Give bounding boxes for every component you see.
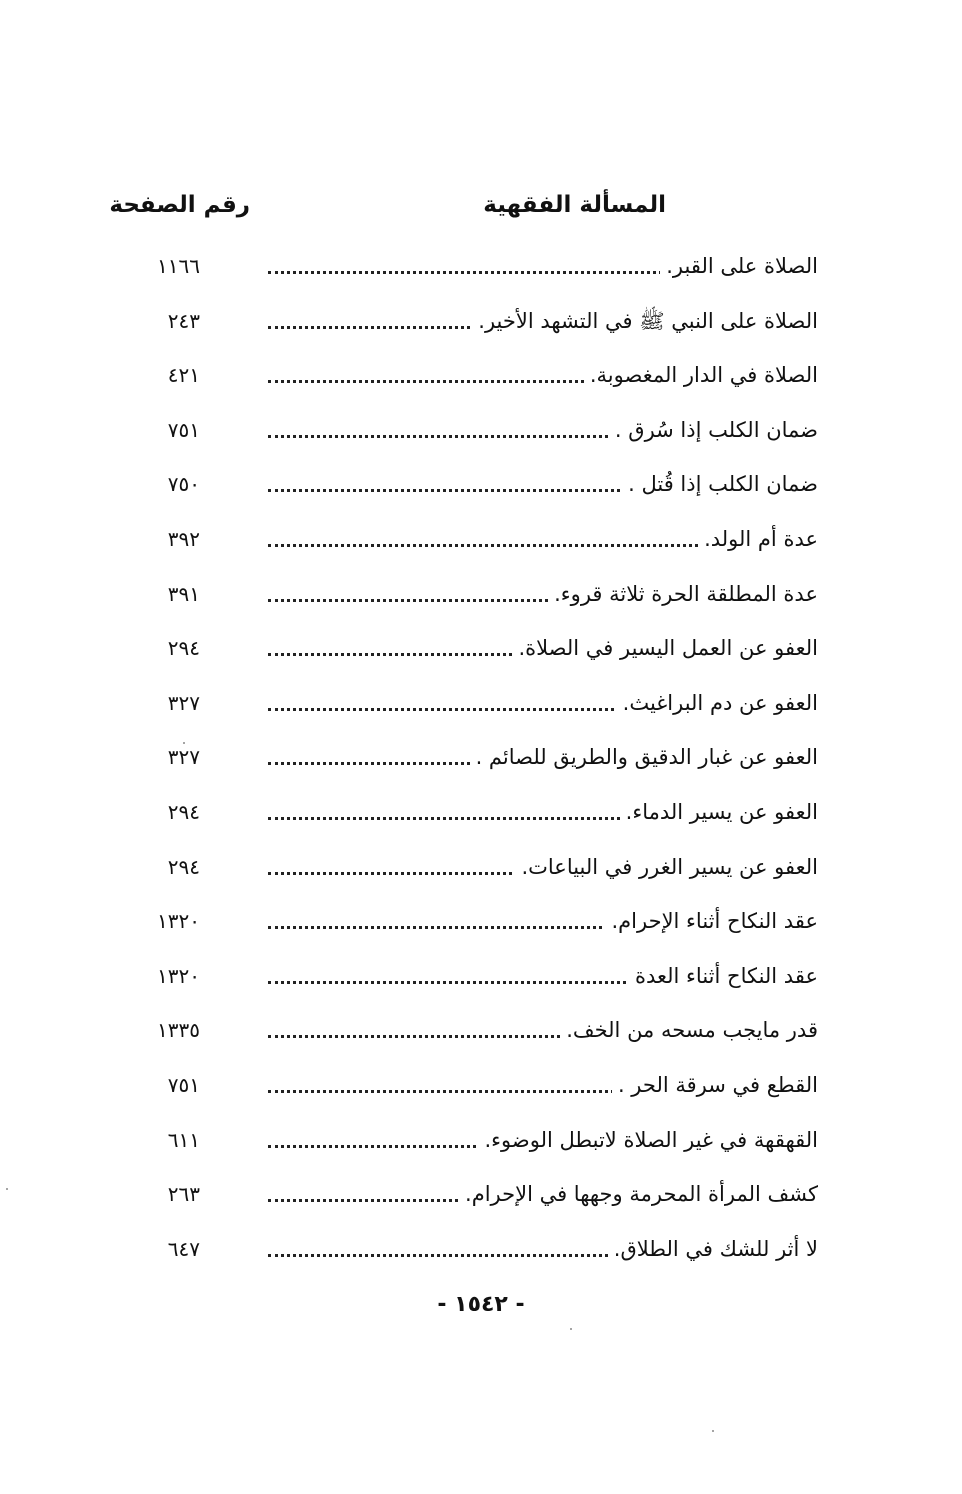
entry-topic: الصلاة على القبر.	[268, 249, 818, 283]
entry-page-number: ٢٩٤	[167, 854, 200, 879]
entry-topic: العفو عن يسير الغرر في البياعات.	[268, 850, 818, 884]
index-entry	[0, 1117, 962, 1172]
speck	[183, 742, 185, 744]
index-entry	[0, 461, 962, 516]
entry-page-number: ٧٥٠	[167, 472, 200, 497]
index-entry	[0, 789, 962, 844]
entry-page-number: ٧٥١	[167, 1072, 200, 1097]
index-entries	[0, 243, 962, 1280]
entry-topic: القطع في سرقة الحر .	[268, 1068, 818, 1102]
entry-page-number: ٦١١	[167, 1127, 200, 1152]
entry-page-number: ٦٤٧	[167, 1236, 200, 1261]
index-entry	[0, 571, 962, 626]
entry-topic: الصلاة على النبي ﷺ في التشهد الأخير.	[268, 304, 818, 338]
entry-page-number: ١١٦٦	[157, 254, 200, 278]
entry-page-number: ٣٢٧	[167, 745, 200, 770]
entry-page-number: ٢٦٣	[167, 1182, 200, 1207]
entry-topic: العفو عن العمل اليسير في الصلاة.	[268, 631, 818, 665]
entry-topic: عقد النكاح أثناء الإحرام.	[268, 904, 818, 938]
entry-topic: كشف المرأة المحرمة وجهها في الإحرام.	[268, 1177, 818, 1211]
entry-page-number: ٣٩٢	[167, 526, 200, 551]
topic-column-heading: المسألة الفقهية	[483, 192, 666, 218]
index-entry	[0, 898, 962, 953]
entry-page-number: ٢٤٣	[167, 308, 200, 333]
entry-page-number: ٧٥١	[167, 417, 200, 442]
entry-topic: ضمان الكلب إذا سُرق .	[268, 413, 818, 447]
entry-page-number: ١٣٢٠	[157, 963, 200, 988]
index-entry	[0, 243, 962, 298]
entry-topic: لا أثر للشك في الطلاق.	[268, 1232, 818, 1266]
entry-topic: العفو عن غبار الدقيق والطريق للصائم .	[268, 740, 818, 774]
speck	[6, 1188, 8, 1190]
entry-page-number: ١٣٢٠	[157, 909, 200, 934]
entry-page-number: ١٣٣٥	[157, 1018, 200, 1043]
index-entry	[0, 844, 962, 899]
index-entry	[0, 625, 962, 680]
index-entry	[0, 734, 962, 789]
entry-page-number: ٤٢١	[167, 363, 200, 388]
index-entry	[0, 1062, 962, 1117]
index-entry	[0, 352, 962, 407]
entry-page-number: ٣٢٧	[167, 690, 200, 715]
index-entry	[0, 407, 962, 462]
page-column-heading: رقم الصفحة	[109, 192, 250, 218]
entry-topic: القهقهة في غير الصلاة لاتبطل الوضوء.	[268, 1123, 818, 1157]
index-entry	[0, 298, 962, 353]
index-entry	[0, 680, 962, 735]
entry-topic: عدة المطلقة الحرة ثلاثة قروء.	[268, 577, 818, 611]
index-entry	[0, 953, 962, 1008]
entry-page-number: ٣٩١	[167, 581, 200, 606]
entry-page-number: ٢٩٤	[167, 636, 200, 661]
speck	[570, 1328, 572, 1330]
entry-topic: قدر مايجب مسحه من الخف.	[268, 1013, 818, 1047]
speck	[712, 1430, 714, 1432]
entry-topic: العفو عن دم البراغيث.	[268, 686, 818, 720]
entry-topic: عقد النكاح أثناء العدة	[268, 959, 818, 993]
entry-topic: عدة أم الولد.	[268, 522, 818, 556]
entry-topic: الصلاة في الدار المغصوبة.	[268, 358, 818, 392]
entry-topic: العفو عن يسير الدماء.	[268, 795, 818, 829]
entry-page-number: ٢٩٤	[167, 799, 200, 824]
index-entry	[0, 516, 962, 571]
entry-topic: ضمان الكلب إذا قُتل .	[268, 467, 818, 501]
index-entry	[0, 1226, 962, 1281]
page-number: - ١٥٤٢ -	[437, 1292, 525, 1317]
table-header	[0, 192, 962, 232]
index-entry	[0, 1171, 962, 1226]
index-entry	[0, 1007, 962, 1062]
